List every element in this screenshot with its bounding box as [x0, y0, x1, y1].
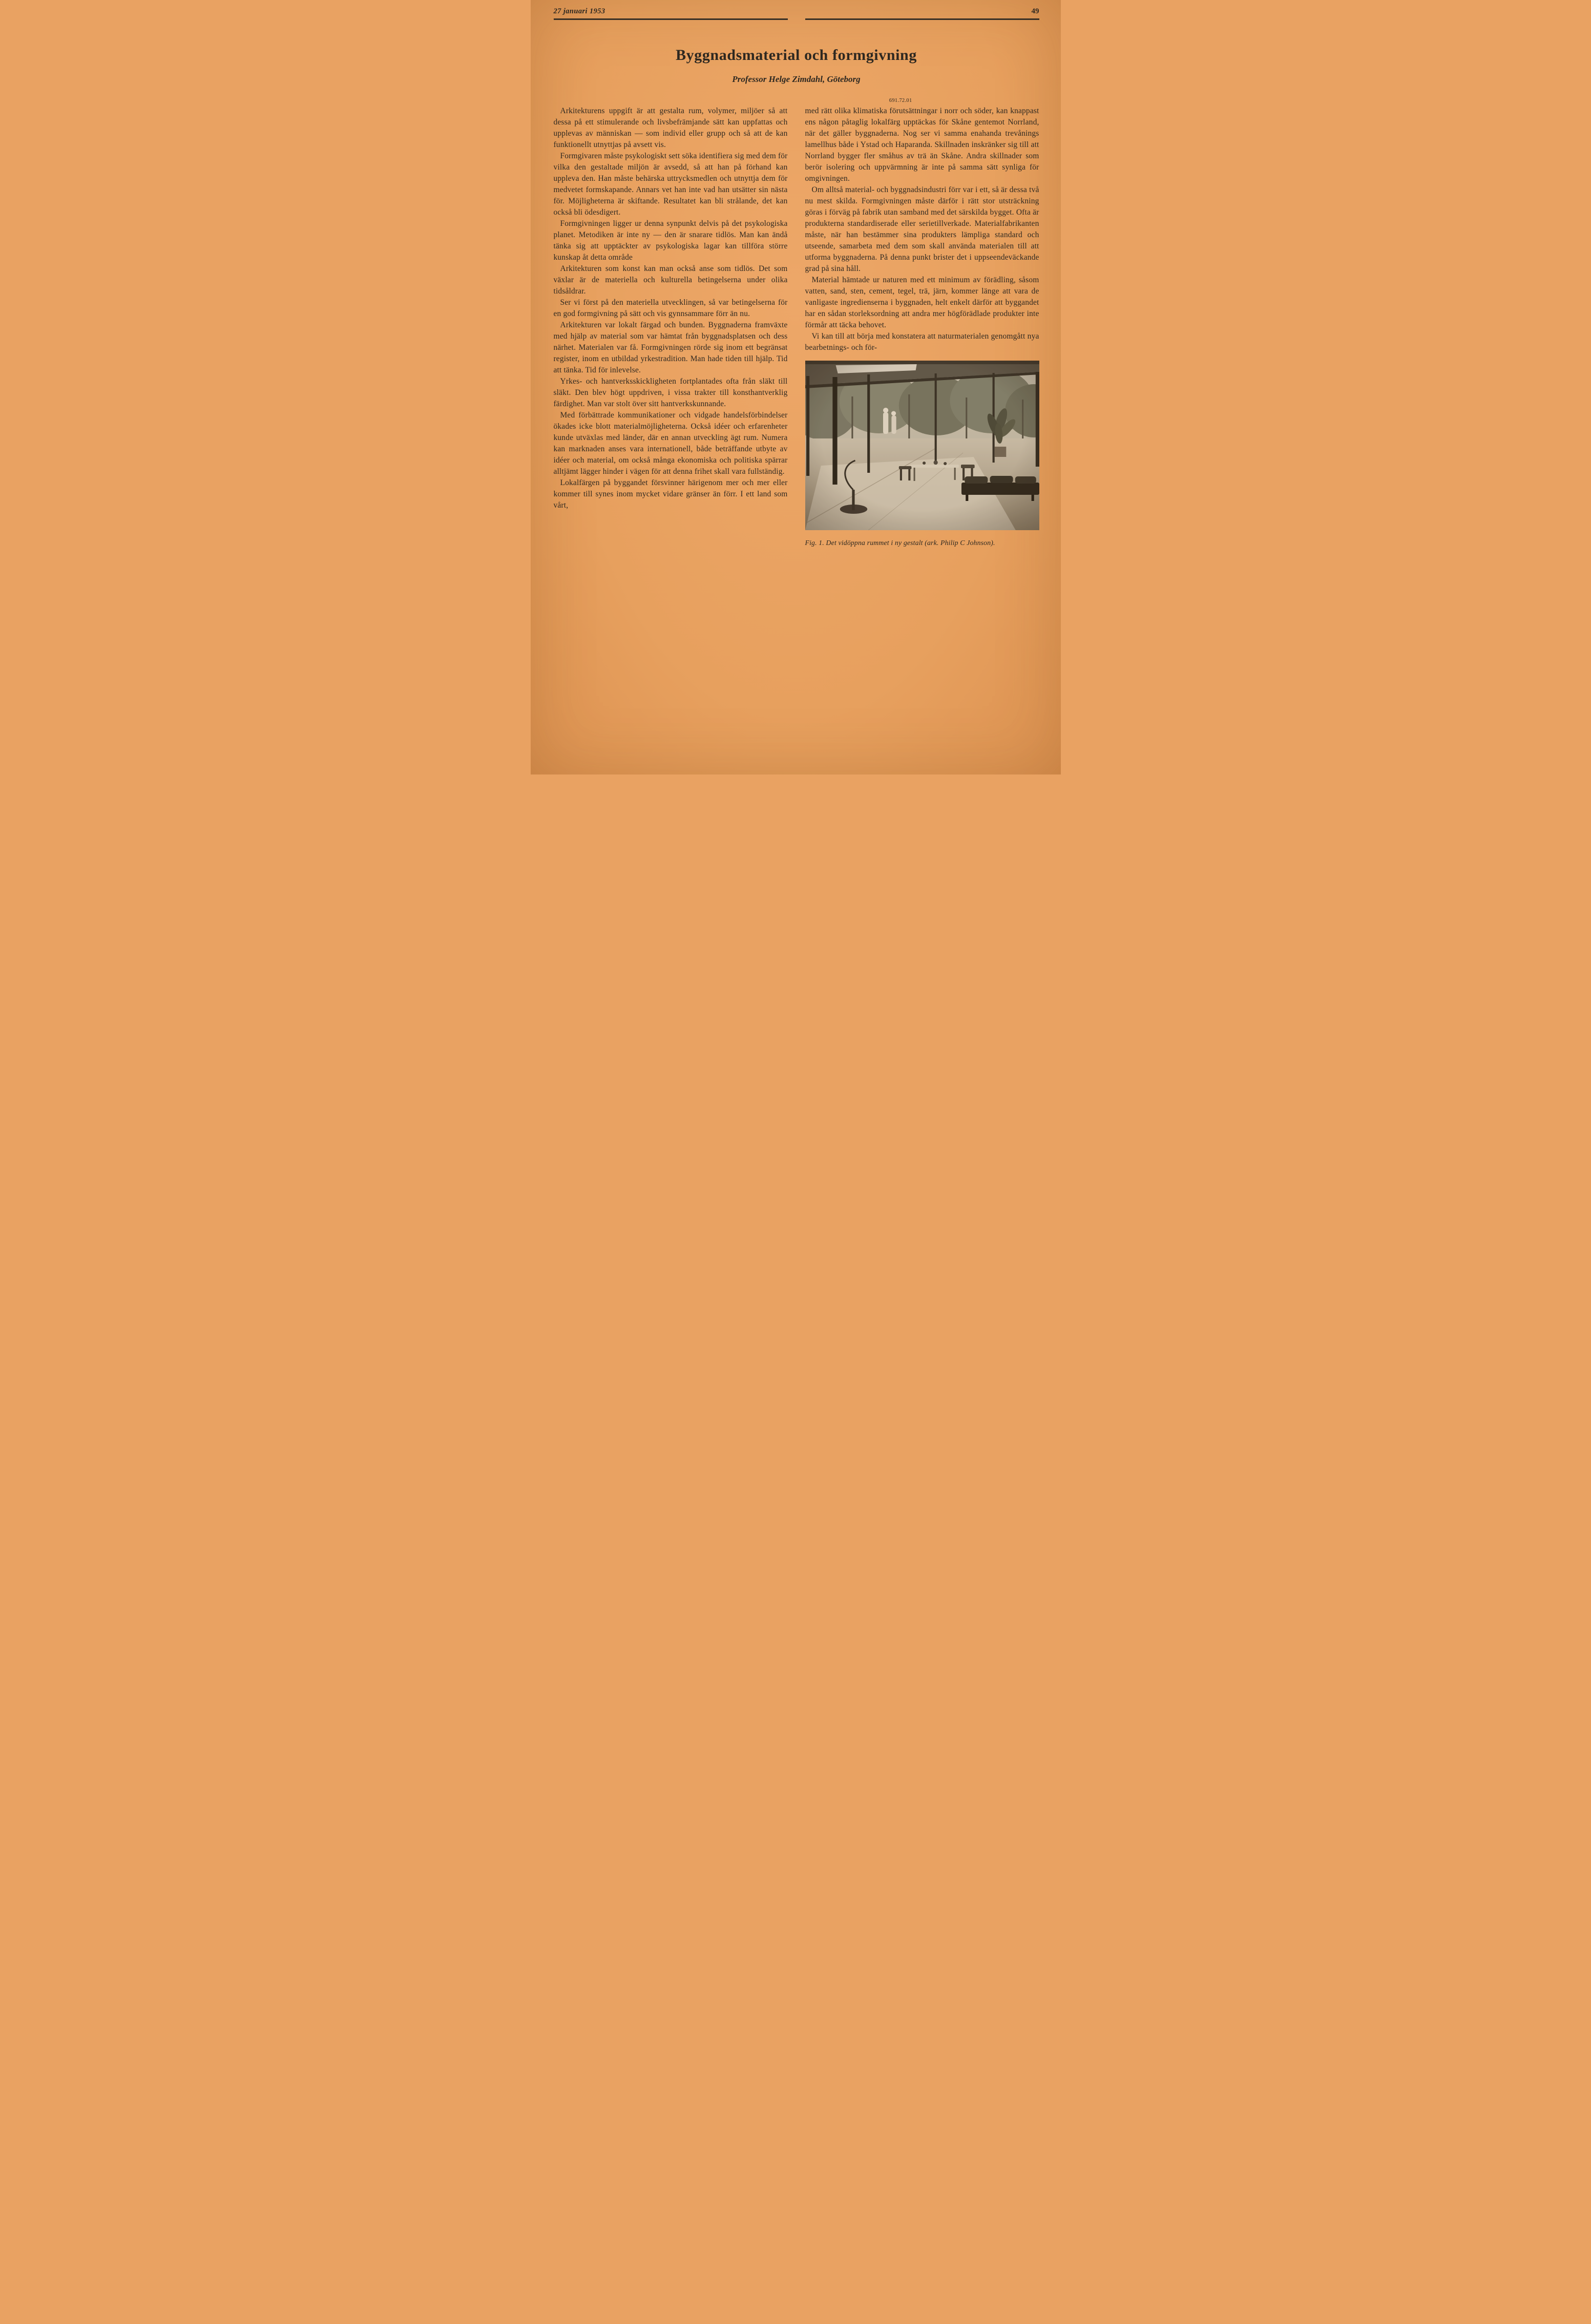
- paragraph: Arkitekturens uppgift är att gestalta rum, volymer, miljöer så att dessa på ett stimulerande och livsbefrämjande sätt kan uppfattas och upplevas av människan — som individ eller grupp och så att de kan funktionellt utnyttjas på avsett vis.: [553, 106, 788, 149]
- paragraph: Om alltså material- och byggnadsindustri förr var i ett, så är dessa två nu mest skilda. Formgivningen måste därför i rätt stor utsträckning göras i förväg på fabrik utan samband med det särskilda bygget. Ofta är produkterna standardiserade eller serietillverkade. Materialfabrikanten måste, när han bestämmer sina produkters lämpliga standard och utseende, samarbeta med dem som skall använda materialen till att utforma byggnaderna. På denna punkt brister det i uppseendeväckande grad på sina håll.: [805, 185, 1039, 273]
- column-right: [805, 106, 1039, 548]
- journal-page: [531, 0, 1061, 774]
- header-rules: [554, 18, 1039, 20]
- paragraph: Arkitekturen var lokalt färgad och bunden. Byggnaderna framväxte med hjälp av material som var hämtat från byggnadsplatsen och dess närhet. Materialen var få. Formgivningen rörde sig inom ett begränsat register, inom en utbildad yrkestradition. Man hade tiden till hjälp. Tid att tänka. Tid för inlevelse.: [553, 320, 788, 374]
- paragraph: Yrkes- och hantverksskickligheten fortplantades ofta från släkt till släkt. Den blev högt uppdriven, i vissa trakter till konsthantverklig färdighet. Man var stolt över sitt hantverkskunnande.: [553, 376, 788, 408]
- paragraph: Lokalfärgen på byggandet försvinner härigenom mer och mer eller kommer till synes inom mycket vidare gränser än förr. I ett land som vårt,: [553, 478, 788, 510]
- paragraph: med rätt olika klimatiska förutsättningar i norr och söder, kan knappast ens någon påtaglig lokalfärg upptäckas för Skåne gentemot Norrland, när det gäller byggnaderna. Nog ser vi samma enahanda trevånings lamellhus både i Ystad och Haparanda. Skillnaden inskränker sig till att Norrland bygger fler småhus av trä än Skåne. Andra skillnader som berör isolering och uppvärmning är inte på samma sätt synliga för omgivningen.: [805, 106, 1039, 183]
- figure-caption: Fig. 1. Det vidöppna rummet i ny gestalt (ark. Philip C Johnson).: [805, 538, 995, 547]
- figure-1: [805, 361, 1039, 548]
- article-columns: [554, 106, 1039, 548]
- column-left: [554, 106, 788, 548]
- article-title: Byggnadsmaterial och formgivning: [676, 46, 917, 64]
- paragraph: Formgivningen ligger ur denna synpunkt delvis på det psykologiska planet. Metodiken är inte ny — den är snarare tidlös. Man kan ändå tänka sig att upptäckter av psykologiska lagar kan tillföra större kunskap åt detta område: [553, 219, 788, 262]
- page-header: [554, 7, 1039, 16]
- header-date: 27 januari 1953: [553, 7, 605, 15]
- header-page-number: 49: [1031, 7, 1039, 15]
- article-byline: Professor Helge Zimdahl, Göteborg: [732, 74, 861, 84]
- classification-code: 691.72.01: [889, 97, 912, 103]
- header-rule-right: [805, 18, 1039, 20]
- paragraph: Med förbättrade kommunikationer och vidgade handelsförbindelser ökades icke blott materialmöjligheterna. Också idéer och erfarenheter kunde utväxlas med länder, där en annan utveckling ägt rum. Numera kan marknaden anses vara internationell, både beträffande utbyte av idéer och material, om också många ekonomiska och politiska spärrar alltjämt lägger hinder i vägen för att denna frihet skall vara fullständig.: [553, 410, 788, 476]
- figure-photo: [805, 361, 1039, 530]
- paragraph: Vi kan till att börja med konstatera att naturmaterialen genomgått nya bearbetnings- och för-: [805, 331, 1039, 352]
- paragraph: Formgivaren måste psykologiskt sett söka identifiera sig med dem för vilka den gestaltade miljön är avsedd, så att han på förhand kan uppleva den. Han måste behärska uttrycksmedlen och utnyttja dem för medvetet formskapande. Annars vet han inte vad han utsätter sin nästa för. Möjligheterna är skiftande. Resultatet kan bli strålande, det kan också bli ödesdigert.: [553, 151, 788, 217]
- paragraph: Ser vi först på den materiella utvecklingen, så var betingelserna för en god formgivning på sätt och vis gynnsammare förr än nu.: [553, 298, 788, 318]
- interior-photo-illustration: [805, 361, 1039, 530]
- paragraph: Material hämtade ur naturen med ett minimum av förädling, såsom vatten, sand, sten, cement, tegel, trä, järn, kommer länge att vara de vanligaste ingredienserna i byggnaden, helt enkelt därför att byggandet har en sådan storleksordning att andra mer högförädlade produkter inte förmår att täcka behovet.: [805, 275, 1039, 329]
- header-rule-left: [554, 18, 788, 20]
- paragraph: Arkitekturen som konst kan man också anse som tidlös. Det som växlar är de materiella och kulturella betingelserna under olika tidsåldrar.: [553, 264, 788, 296]
